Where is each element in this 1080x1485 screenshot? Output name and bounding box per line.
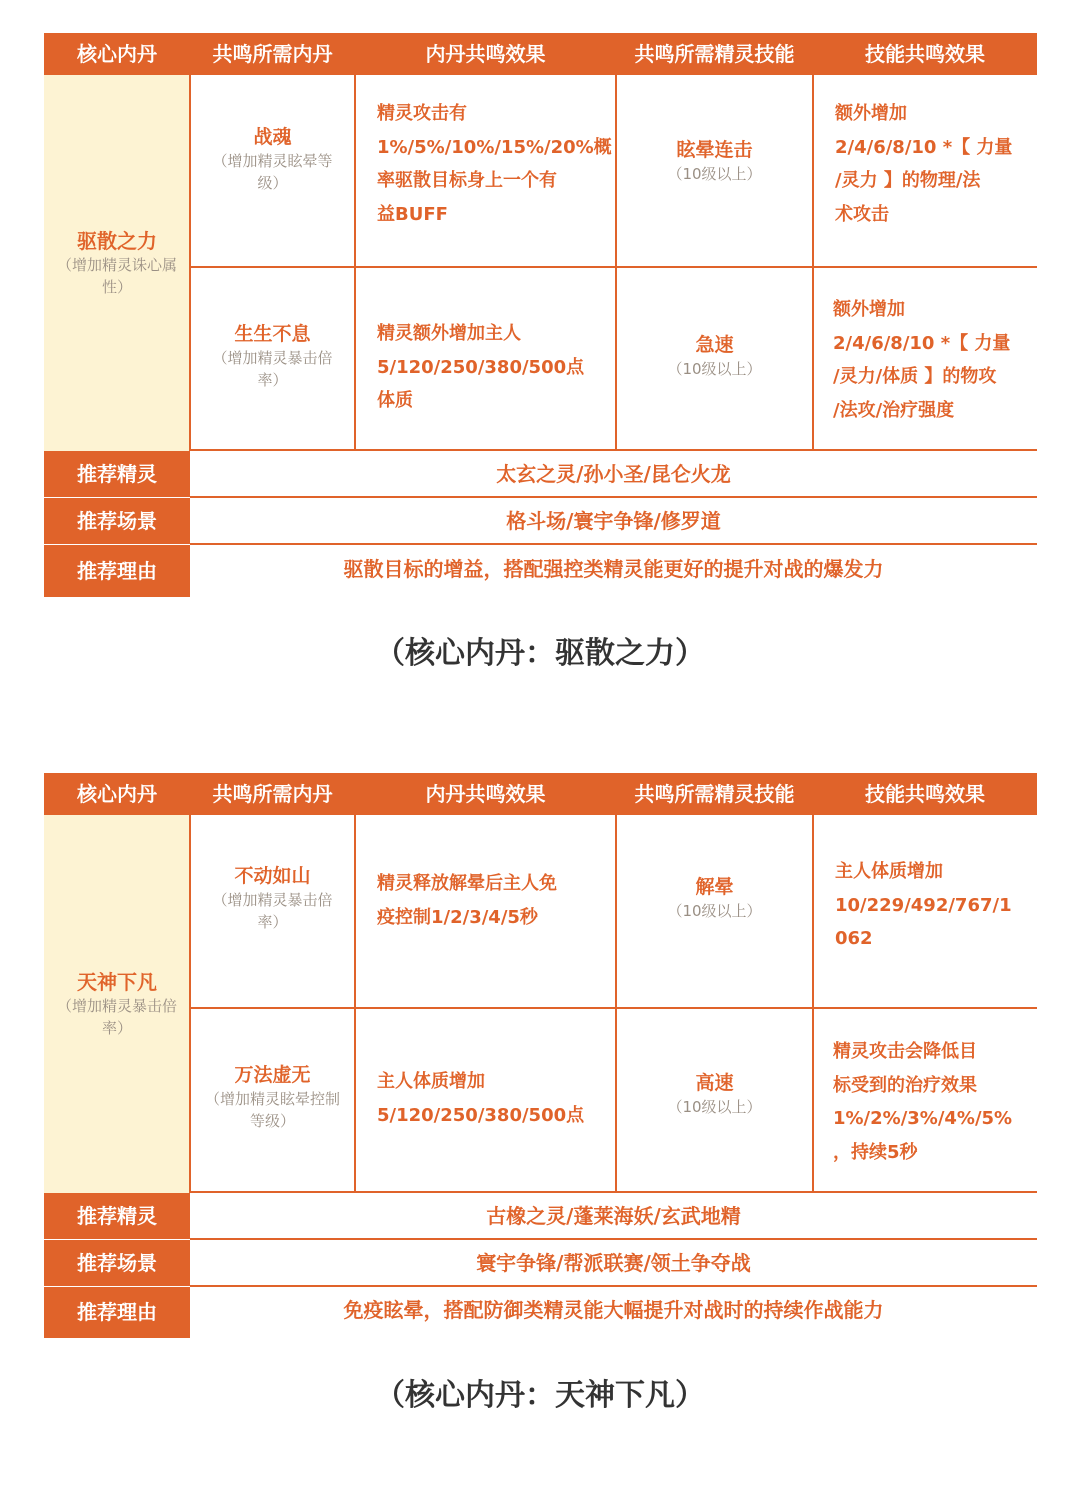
header-skill-effect: 技能共鸣效果	[865, 782, 985, 806]
required-skill-name: 高速	[695, 1071, 734, 1094]
effect-line: 疫控制1/2/3/4/5秒	[377, 906, 538, 928]
recommend-spirit-row	[44, 451, 1037, 497]
recommend-reason-label: 推荐理由	[44, 545, 190, 597]
required-skill-name: 眩晕连击	[676, 138, 753, 161]
recommend-reason-value: 免疫眩晕，搭配防御类精灵能大幅提升对战时的持续作战能力	[190, 1287, 1037, 1338]
skill-effect-cell	[813, 815, 1037, 1007]
effect-line: 精灵攻击会降低目	[833, 1041, 977, 1062]
dan-effect-cell	[355, 268, 616, 451]
required-skill-cell	[616, 1009, 813, 1193]
recommend-scene-value: 格斗场/寰宇争锋/修罗道	[190, 498, 1037, 544]
effect-line: 精灵额外增加主人	[377, 323, 521, 344]
recommend-spirit-label: 推荐精灵	[44, 451, 190, 497]
required-skill-cell	[616, 815, 813, 1007]
recommend-scene-label: 推荐场景	[44, 498, 190, 544]
grid-line	[615, 815, 617, 1193]
required-dan-cell	[190, 268, 355, 451]
required-skill-note: （10级以上）	[667, 901, 762, 920]
effect-line: 体质	[377, 390, 413, 411]
required-dan-cell	[190, 75, 355, 266]
grid-line	[189, 815, 191, 1193]
core-dan-note: （增加精灵诛心属性）	[56, 256, 177, 296]
header-skill-effect: 技能共鸣效果	[865, 42, 985, 66]
table-caption: （核心内丹：天神下凡）	[375, 1378, 705, 1413]
core-dan-note: （增加精灵暴击倍率）	[56, 997, 177, 1037]
effect-line: 10/229/492/767/1	[835, 894, 1012, 916]
table-header	[44, 773, 1037, 815]
grid-line	[354, 75, 356, 451]
effect-line: 5/120/250/380/500点	[377, 1104, 585, 1126]
effect-line: 5/120/250/380/500点	[377, 356, 585, 378]
effect-line: /灵力 】的物理/法	[835, 170, 981, 191]
recommend-scene-row	[44, 1240, 1037, 1286]
recommend-spirit-value: 古橡之灵/蓬莱海妖/玄武地精	[190, 1193, 1037, 1239]
required-dan-name: 生生不息	[234, 322, 311, 345]
core-dan-cell	[44, 75, 190, 451]
effect-line: 额外增加	[835, 103, 907, 124]
dan-effect-cell	[355, 815, 616, 1007]
grid-line	[189, 75, 191, 451]
table-body	[44, 75, 1037, 451]
required-skill-cell	[616, 75, 813, 266]
core-dan-name: 天神下凡	[77, 970, 157, 994]
resonance-table-2	[44, 773, 1037, 1338]
required-skill-note: （10级以上）	[667, 1097, 762, 1116]
recommend-reason-value: 驱散目标的增益，搭配强控类精灵能更好的提升对战的爆发力	[190, 545, 1037, 597]
recommend-spirit-row	[44, 1193, 1037, 1239]
recommend-scene-value: 寰宇争锋/帮派联赛/领土争夺战	[190, 1240, 1037, 1286]
effect-line: 062	[835, 928, 873, 949]
dan-effect-cell	[355, 1009, 616, 1193]
core-dan-cell	[44, 815, 190, 1193]
effect-line: /灵力/体质 】的物攻	[833, 366, 997, 387]
required-skill-name: 急速	[695, 333, 734, 356]
recommend-spirit-value: 太玄之灵/孙小圣/昆仑火龙	[190, 451, 1037, 497]
required-dan-note: （增加精灵暴击倍率）	[212, 890, 333, 931]
resonance-table-1	[44, 33, 1037, 597]
skill-effect-cell	[813, 1009, 1037, 1193]
required-dan-cell	[190, 815, 355, 1007]
table-body	[44, 815, 1037, 1193]
effect-line: 1%/5%/10%/15%/20%概	[377, 136, 612, 158]
required-dan-note: （增加精灵眩晕控制等级）	[204, 1090, 340, 1131]
effect-line: /法攻/治疗强度	[833, 399, 955, 421]
recommend-reason-row	[44, 545, 1037, 597]
required-skill-note: （10级以上）	[667, 164, 762, 183]
header-dan-effect: 内丹共鸣效果	[425, 782, 546, 806]
effect-line: ，持续5秒	[833, 1141, 918, 1163]
effect-line: 术攻击	[835, 203, 889, 225]
table-header	[44, 33, 1037, 75]
recommend-reason-row	[44, 1287, 1037, 1338]
header-required-dan: 共鸣所需内丹	[212, 42, 333, 66]
effect-line: 精灵释放解晕后主人免	[377, 873, 557, 894]
dan-effect-cell	[355, 75, 616, 266]
table-caption: （核心内丹：驱散之力）	[375, 636, 705, 671]
header-core-dan: 核心内丹	[77, 782, 157, 806]
effect-line: 2/4/6/8/10 *【 力量	[833, 332, 1011, 354]
required-dan-name: 战魂	[253, 126, 292, 149]
recommend-scene-label: 推荐场景	[44, 1240, 190, 1286]
header-required-skill: 共鸣所需精灵技能	[634, 42, 795, 66]
effect-line: 率驱散目标身上一个有	[377, 170, 557, 191]
effect-line: 主人体质增加	[835, 861, 943, 882]
skill-effect-cell	[813, 268, 1037, 451]
skill-effect-cell	[813, 75, 1037, 266]
effect-line: 1%/2%/3%/4%/5%	[833, 1108, 1013, 1129]
required-skill-cell	[616, 268, 813, 451]
header-dan-effect: 内丹共鸣效果	[425, 42, 546, 66]
grid-line	[812, 75, 814, 451]
required-dan-cell	[190, 1009, 355, 1193]
recommend-scene-row	[44, 498, 1037, 544]
grid-line	[354, 815, 356, 1193]
core-dan-name: 驱散之力	[77, 229, 157, 253]
header-required-skill: 共鸣所需精灵技能	[634, 782, 795, 806]
header-required-dan: 共鸣所需内丹	[212, 782, 333, 806]
recommend-reason-label: 推荐理由	[44, 1287, 190, 1338]
recommend-spirit-label: 推荐精灵	[44, 1193, 190, 1239]
grid-line	[812, 815, 814, 1193]
effect-line: 主人体质增加	[377, 1071, 485, 1092]
grid-line	[190, 266, 1037, 268]
grid-line	[615, 75, 617, 451]
effect-line: 2/4/6/8/10 *【 力量	[835, 136, 1013, 158]
required-dan-name: 不动如山	[234, 864, 311, 887]
required-dan-name: 万法虚无	[234, 1064, 311, 1087]
effect-line: 标受到的治疗效果	[833, 1074, 977, 1096]
required-skill-note: （10级以上）	[667, 359, 762, 378]
header-core-dan: 核心内丹	[77, 42, 157, 66]
effect-line: 益BUFF	[377, 203, 448, 225]
required-skill-name: 解晕	[695, 875, 734, 898]
required-dan-note: （增加精灵眩晕等级）	[212, 152, 333, 193]
effect-line: 额外增加	[833, 299, 905, 320]
required-dan-note: （增加精灵暴击倍率）	[212, 348, 333, 389]
effect-line: 精灵攻击有	[377, 103, 467, 124]
grid-line	[190, 1007, 1037, 1009]
